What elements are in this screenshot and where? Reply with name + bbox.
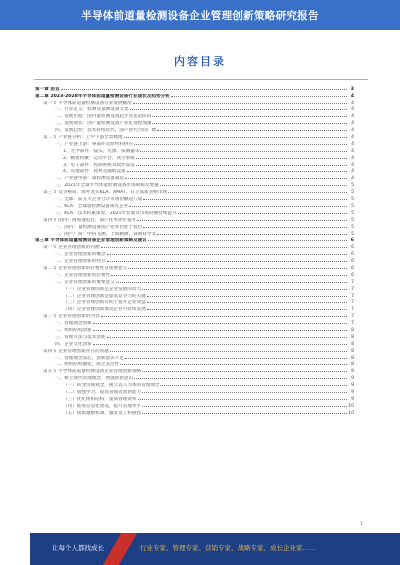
toc-entry[interactable] xyxy=(35,112,354,119)
toc-entry[interactable] xyxy=(35,263,354,270)
toc-entry-page: 8 xyxy=(351,334,354,339)
toc-leader-dots xyxy=(116,277,347,283)
toc-entry-page: 4 xyxy=(351,121,354,126)
toc-leader-dots xyxy=(93,318,347,324)
toc-entry-text: 三、发展现状：国产量检测设备产业化进程加速 xyxy=(55,121,152,126)
toc-leader-dots xyxy=(129,201,347,207)
toc-entry-text: 三、2021年全球半导体量检测设备市场规模及增速 xyxy=(55,183,159,188)
toc-entry-text: 二、产业链中游：量检测设备制造 xyxy=(55,176,124,181)
toc-entry-page: 3 xyxy=(350,86,354,91)
toc-leader-dots xyxy=(93,339,347,345)
toc-entry-page: 7 xyxy=(351,286,354,291)
toc-entry[interactable] xyxy=(35,201,354,208)
toc-entry-page: 4 xyxy=(351,162,354,167)
toc-leader-dots xyxy=(143,222,347,228)
toc-leader-dots xyxy=(133,98,347,104)
toc-entry-page: 5 xyxy=(351,203,354,209)
toc-leader-dots xyxy=(136,153,347,159)
toc-entry-text: 第三节 企业管理创新的内容 xyxy=(43,314,100,319)
footer-slogan: 让每个人都找成长 xyxy=(52,544,104,552)
toc-entry-page: 4 xyxy=(351,176,354,181)
toc-entry[interactable] xyxy=(35,353,354,360)
toc-entry[interactable] xyxy=(35,291,354,298)
toc-entry[interactable] xyxy=(35,360,354,367)
toc-entry-page: 7 xyxy=(351,307,354,312)
toc-entry-text: 2、精密机械：运动平台、真空系统 xyxy=(63,155,135,160)
toc-entry-text: 三、管理方法与技术创新 xyxy=(55,334,106,339)
toc-entry-text: （三）优化组织结构，提高管理效率 xyxy=(63,396,137,401)
toc-entry-text: （四）推进信息化建设，提升管理水平 xyxy=(63,403,142,408)
toc-entry-page: 7 xyxy=(351,300,354,305)
toc-leader-dots xyxy=(160,380,347,386)
toc-entry-page: 5 xyxy=(351,231,354,236)
toc-entry-text: 三、KLA：技术积累深厚，2021年营收及市场份额持续提升 xyxy=(55,210,177,215)
toc-entry-text: 一、企业管理创新的必要性 xyxy=(55,272,111,277)
toc-leader-dots xyxy=(120,360,347,366)
toc-entry[interactable] xyxy=(35,222,354,229)
toc-entry-text: 一、企业管理创新的概念 xyxy=(55,252,106,257)
toc-entry[interactable] xyxy=(35,270,354,277)
toc-entry-page: 10 xyxy=(348,410,354,415)
toc-leader-dots xyxy=(171,91,347,97)
toc-entry-page: 4 xyxy=(351,141,354,147)
toc-leader-dots xyxy=(130,105,347,111)
toc-entry-text: （一）转变传统观念，树立以人为本的管理理念 xyxy=(63,383,160,388)
toc-entry-text: 4、其他部件：耗材及辅助设备 xyxy=(63,169,126,174)
toc-entry[interactable] xyxy=(35,215,354,222)
toc-entry-text: 二、发展历程：国内量检测设备起步及追赶阶段 xyxy=(55,114,152,119)
toc-entry-page: 4 xyxy=(351,135,354,140)
toc-leader-dots xyxy=(137,215,347,221)
toc-entry[interactable] xyxy=(35,325,354,332)
toc-leader-dots xyxy=(101,242,347,248)
toc-entry-page: 9 xyxy=(351,376,354,381)
toc-entry-text: 二、KLA：全球量检测设备领先企业 xyxy=(55,203,129,209)
toc-entry[interactable] xyxy=(35,401,354,408)
toc-entry-text: 一、行业定义：检测及量测设备分类 xyxy=(55,107,129,112)
toc-entry-page: 6 xyxy=(351,245,354,250)
toc-entry[interactable] xyxy=(35,160,354,167)
toc-entry[interactable] xyxy=(35,256,354,263)
toc-entry-page: 4 xyxy=(351,169,354,174)
toc-entry[interactable] xyxy=(35,298,354,305)
toc-entry[interactable] xyxy=(35,208,354,215)
toc-leader-dots xyxy=(138,394,347,400)
toc-entry-page: 5 xyxy=(351,183,354,188)
toc-entry-text: （一）企业管理创新是企业发展的动力 xyxy=(63,286,142,291)
toc-leader-dots xyxy=(125,353,347,359)
toc-entry-page: 4 xyxy=(351,148,354,153)
toc-entry-text: 二、组织结构僵化，缺乏灵活性 xyxy=(55,362,120,367)
toc-entry-text: 第一节 半导体前道量检测设备行业发展概况 xyxy=(43,100,132,105)
toc-entry-page: 7 xyxy=(351,293,354,298)
toc-entry[interactable] xyxy=(35,146,354,153)
footer-expert-list: 行业专家、管理专家、营销专家、战略专家、成长企业家…… xyxy=(140,544,316,552)
toc-leader-dots xyxy=(147,291,347,297)
toc-leader-dots xyxy=(134,373,347,379)
toc-entry-page: 4 xyxy=(351,114,354,119)
toc-entry-text: 一、全球：前五大企业合计市场份额超八成 xyxy=(55,197,143,202)
toc-entry-text: 一、管理理念创新 xyxy=(55,321,92,326)
toc-entry[interactable] xyxy=(35,394,354,401)
toc-entry-page: 5 xyxy=(351,224,354,229)
toc-entry-text: 二、组织结构创新 xyxy=(55,327,92,333)
toc-entry[interactable] xyxy=(35,105,354,112)
toc-leader-dots xyxy=(125,174,347,180)
toc-entry-page: 4 xyxy=(351,128,354,133)
toc-heading: 内容目录 xyxy=(174,55,226,68)
toc-entry-page: 8 xyxy=(351,341,354,346)
toc-leader-dots xyxy=(152,112,347,118)
toc-leader-dots xyxy=(107,256,347,262)
toc-entry-text: 第三节 竞争格局：海外龙头KLA、AMAT、日立高新垄断市场 xyxy=(43,190,168,195)
toc-leader-dots xyxy=(160,180,347,186)
toc-entry-text: 一、管理理念落后，创新意识不足 xyxy=(55,355,124,360)
toc-entry[interactable] xyxy=(35,91,354,98)
toc-entry[interactable] xyxy=(35,332,354,339)
toc-leader-dots xyxy=(142,367,347,373)
toc-leader-dots xyxy=(142,387,347,393)
toc-entry-page: 8 xyxy=(351,327,354,333)
toc-entry-text: （三）企业管理创新有助于提升企业效益 xyxy=(63,300,146,305)
toc-leader-dots xyxy=(124,132,347,138)
toc-entry[interactable] xyxy=(35,408,354,415)
toc-entry-text: 一、树立现代管理理念，增强创新意识 xyxy=(55,376,134,381)
toc-entry[interactable] xyxy=(35,380,354,387)
toc-leader-dots xyxy=(142,408,347,414)
toc-leader-dots xyxy=(147,298,347,304)
toc-entry-page: 7 xyxy=(351,279,354,284)
toc-entry[interactable] xyxy=(35,194,354,201)
toc-entry-page: 4 xyxy=(351,155,354,160)
toc-entry[interactable] xyxy=(35,84,354,91)
toc-entry-text: （五）创新激励机制，激发员工积极性 xyxy=(63,410,142,415)
page-number: 1 xyxy=(360,522,363,527)
toc-entry-page: 6 xyxy=(351,252,354,257)
toc-entry-page: 8 xyxy=(351,348,354,353)
toc-entry-page: 8 xyxy=(351,355,354,360)
toc-entry-page: 9 xyxy=(351,383,354,388)
toc-entry[interactable] xyxy=(35,229,354,236)
toc-entry-page: 7 xyxy=(351,321,354,326)
toc-leader-dots xyxy=(142,284,347,290)
toc-entry-page: 9 xyxy=(351,389,354,395)
toc-entry[interactable] xyxy=(35,125,354,132)
toc-entry-text: 第一章 前言 xyxy=(35,86,60,91)
toc-entry[interactable] xyxy=(35,284,354,291)
toc-entry-text: （二）企业管理创新是提高竞争力的关键 xyxy=(63,293,146,298)
toc-entry[interactable] xyxy=(35,174,354,181)
toc-entry[interactable] xyxy=(35,277,354,284)
toc-entry-page: 9 xyxy=(351,369,354,374)
toc-leader-dots xyxy=(168,187,347,193)
toc-leader-dots xyxy=(152,118,347,124)
toc-entry-page: 4 xyxy=(351,100,354,105)
footer-left-stripe xyxy=(0,533,30,565)
footer-red-accent xyxy=(103,533,137,565)
toc-entry[interactable] xyxy=(35,132,354,139)
toc-entry-text: 第二节 企业管理创新的必要性及重要意义 xyxy=(43,265,128,271)
toc-entry[interactable] xyxy=(35,180,354,187)
toc-entry[interactable] xyxy=(35,249,354,256)
toc-leader-dots xyxy=(101,311,347,317)
toc-entry[interactable] xyxy=(35,311,354,318)
toc-leader-dots xyxy=(157,125,347,131)
toc-leader-dots xyxy=(147,305,347,311)
toc-entry[interactable] xyxy=(35,339,354,346)
toc-leader-dots xyxy=(111,270,347,276)
toc-leader-dots xyxy=(128,263,347,269)
toc-leader-dots xyxy=(148,236,347,242)
toc-leader-dots xyxy=(107,249,347,255)
toc-entry-text: 第三章 半导体前道量检测设备企业管理创新策略及建议 xyxy=(35,238,147,243)
toc-entry-text: 一、国内：量检测设备国产化率仍处于低位 xyxy=(55,224,143,229)
toc-entry-page: 5 xyxy=(351,197,354,202)
toc-entry-page: 4 xyxy=(350,93,354,98)
toc-entry[interactable] xyxy=(35,387,354,394)
toc-leader-dots xyxy=(127,167,347,173)
toc-entry-text: 第五节 半导体前道量检测设备企业管理创新策略 xyxy=(43,369,141,374)
toc-leader-dots xyxy=(136,160,347,166)
toc-entry-text: 二、企业管理创新的特点 xyxy=(55,259,106,264)
toc-entry-text: 1、光学部件：镜头、光源、探测器等 xyxy=(63,148,140,153)
toc-entry[interactable] xyxy=(35,167,354,174)
report-title: 半导体前道量检测设备企业管理创新策略研究报告 xyxy=(81,9,319,22)
toc-leader-dots xyxy=(140,146,347,152)
toc-leader-dots xyxy=(157,229,347,235)
toc-entry-text: 第二章 2023-2028年半导体前道量检测设备行业现状及趋势分析 xyxy=(35,93,170,98)
toc-entry[interactable] xyxy=(35,367,354,374)
toc-leader-dots xyxy=(93,325,347,331)
toc-leader-dots xyxy=(110,346,347,352)
toc-entry[interactable] xyxy=(35,318,354,325)
toc-leader-dots xyxy=(178,208,347,214)
table-of-contents xyxy=(35,84,354,415)
toc-entry[interactable] xyxy=(35,346,354,353)
header-bar xyxy=(0,0,400,30)
toc-entry-page: 9 xyxy=(351,396,354,401)
toc-entry-text: 第二节 产业链分析：上中下游全景梳理 xyxy=(43,135,123,140)
toc-entry-page: 10 xyxy=(348,403,354,408)
toc-entry[interactable] xyxy=(35,139,354,146)
toc-entry[interactable] xyxy=(35,187,354,194)
toc-leader-dots xyxy=(61,84,347,90)
toc-entry-page: 5 xyxy=(351,190,354,195)
toc-entry-page: 5 xyxy=(351,210,354,215)
toc-leader-dots xyxy=(107,332,347,338)
toc-entry-text: 二、企业管理创新的重要意义 xyxy=(55,279,115,284)
toc-entry-page: 7 xyxy=(351,314,354,319)
toc-entry-text: 一、产业链上游：零部件及原材料供应 xyxy=(55,141,134,147)
toc-entry-page: 6 xyxy=(351,265,354,271)
toc-entry-text: 3、电子部件：控制系统及软件算法 xyxy=(63,162,135,167)
toc-entry[interactable] xyxy=(35,236,354,243)
toc-entry-text: 第四节 国内厂商加速追赶，国产化率逐步提升 xyxy=(43,217,137,222)
toc-leader-dots xyxy=(134,139,347,145)
toc-entry[interactable] xyxy=(35,118,354,125)
toc-entry-page: 6 xyxy=(351,272,354,277)
toc-entry-page: 5 xyxy=(351,217,354,222)
toc-entry-text: 二、国产厂商：中科飞测、上海精测、睿励科学等 xyxy=(55,231,157,236)
toc-entry-text: 第一节 企业管理创新的内涵 xyxy=(43,245,100,250)
toc-entry[interactable] xyxy=(35,305,354,312)
toc-entry-text: 四、企业文化创新 xyxy=(55,341,92,346)
toc-entry-text: 四、发展趋势：技术持续迭代，国产替代空间广阔 xyxy=(55,128,157,133)
toc-entry-page: 4 xyxy=(351,107,354,112)
toc-entry[interactable] xyxy=(35,98,354,105)
toc-leader-dots xyxy=(143,194,347,200)
toc-entry[interactable] xyxy=(35,242,354,249)
toc-entry-text: （四）企业管理创新推动企业可持续发展 xyxy=(63,307,146,312)
footer-band xyxy=(0,533,400,565)
toc-entry-page: 6 xyxy=(350,238,354,243)
toc-entry-page: 8 xyxy=(351,362,354,367)
toc-entry[interactable] xyxy=(35,153,354,160)
toc-entry[interactable] xyxy=(35,373,354,380)
toc-divider xyxy=(34,79,368,80)
toc-entry-text: 第四节 企业管理创新存在的问题 xyxy=(43,348,109,353)
toc-entry-page: 6 xyxy=(351,259,354,264)
toc-leader-dots xyxy=(142,401,347,407)
toc-entry-text: （二）加强学习，提高管理者创新能力 xyxy=(63,389,142,395)
